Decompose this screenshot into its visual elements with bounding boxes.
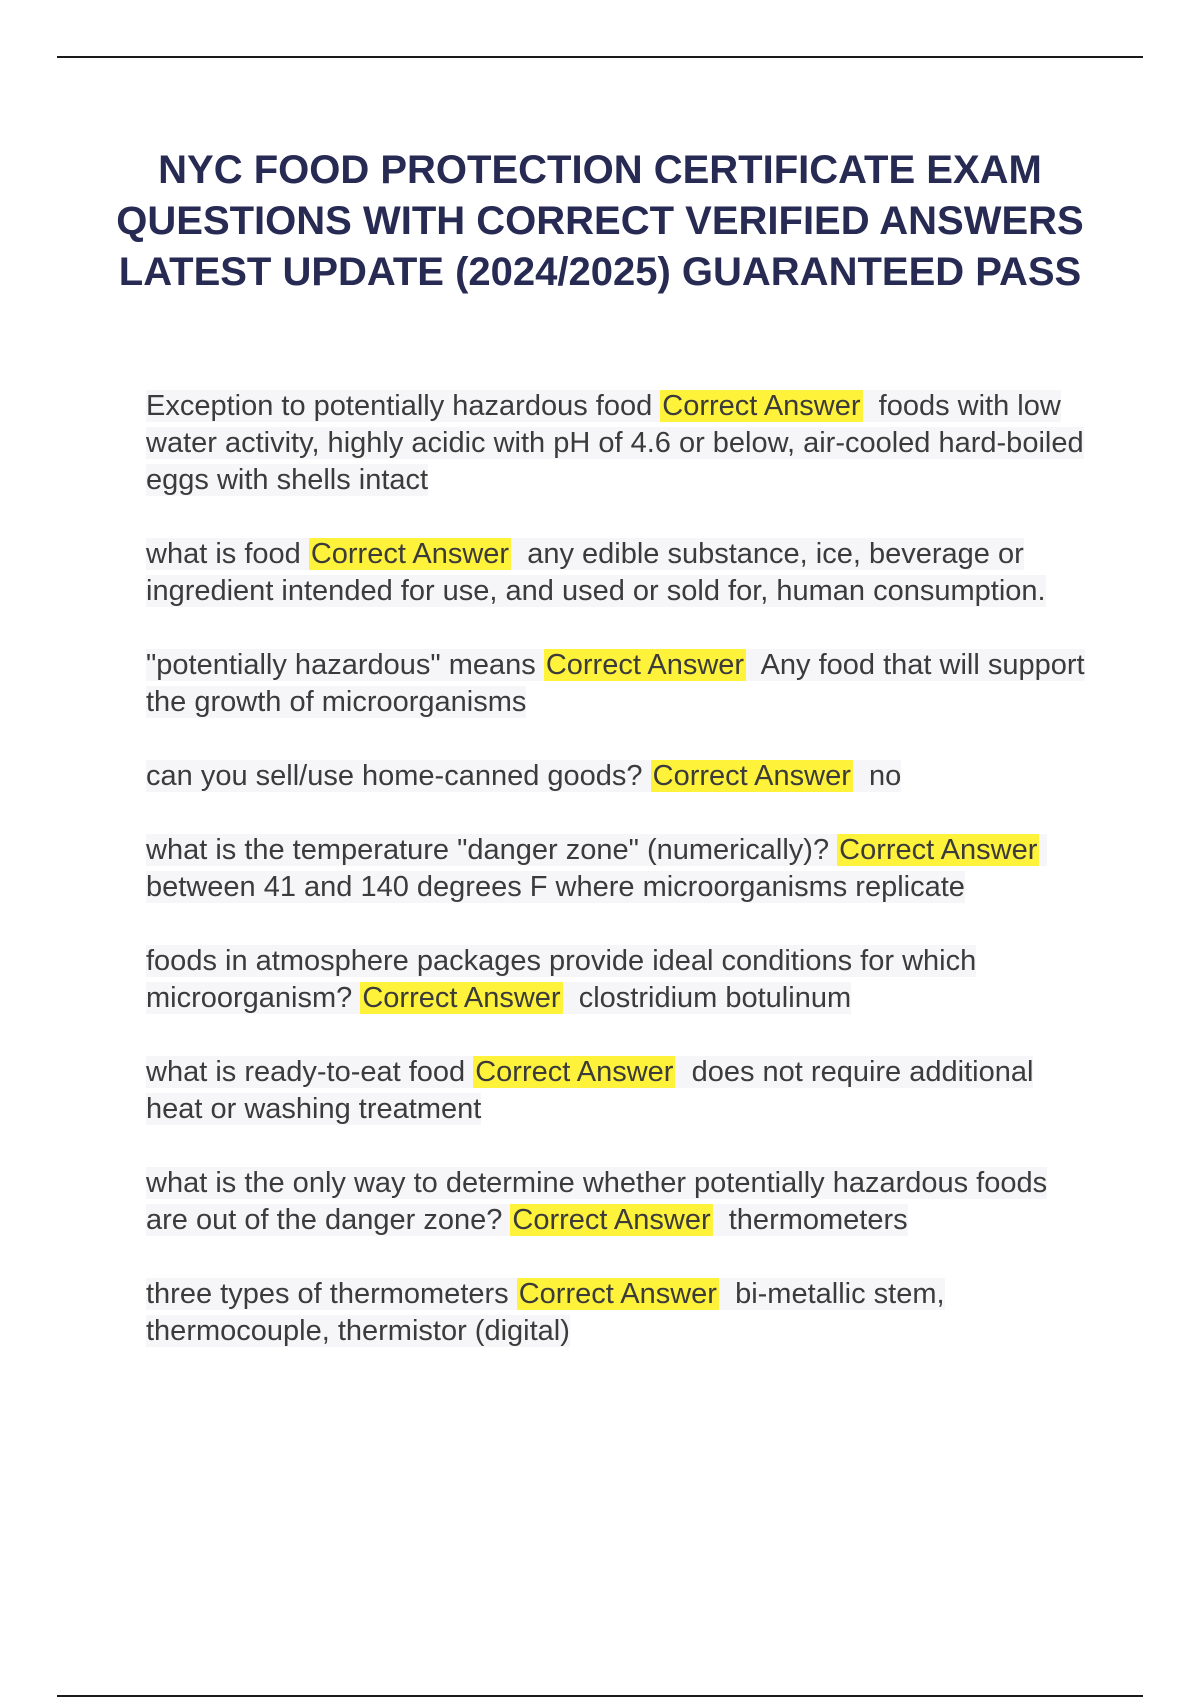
answer-text: clostridium botulinum	[578, 982, 852, 1014]
qa-text	[146, 538, 1046, 607]
question-text: what is ready-to-eat food	[146, 1056, 466, 1088]
correct-answer-marker: Correct Answer	[652, 760, 851, 792]
bottom-divider	[57, 1695, 1143, 1697]
qa-text	[146, 649, 1085, 718]
answer-text: no	[868, 760, 902, 792]
question-text: Exception to potentially hazardous food	[146, 390, 653, 422]
answer-text: thermometers	[728, 1204, 908, 1236]
correct-answer-marker: Correct Answer	[310, 538, 510, 570]
qa-text	[146, 760, 901, 792]
answer-text: does not require additional heat or washing treatment	[146, 1056, 1034, 1125]
answer-text: foods with low water activity, highly acidic with pH of 4.6 or below, air-cooled hard-boiled eggs with shells intact	[146, 390, 1084, 496]
qa-item	[146, 1276, 1090, 1350]
question-text: what is food	[146, 538, 301, 570]
correct-answer-marker: Correct Answer	[475, 1056, 674, 1088]
qa-text	[146, 1056, 1033, 1125]
question-text: what is the temperature "danger zone" (numerically)?	[146, 834, 830, 866]
correct-answer-marker: Correct Answer	[512, 1204, 711, 1236]
correct-answer-marker: Correct Answer	[662, 390, 861, 422]
qa-item	[146, 943, 1090, 1017]
answer-text: any edible substance, ice, beverage or ingredient intended for use, and used or sold for, human consumption.	[146, 538, 1046, 607]
qa-item	[146, 536, 1090, 610]
top-divider	[57, 56, 1143, 58]
answer-text: bi-metallic stem, thermocouple, thermistor (digital)	[146, 1278, 945, 1347]
qa-text	[146, 390, 1084, 496]
correct-answer-marker: Correct Answer	[362, 982, 561, 1014]
answer-text: between 41 and 140 degrees F where microorganisms replicate	[146, 871, 965, 903]
question-text: foods in atmosphere packages provide ideal conditions for which microorganism?	[146, 945, 977, 1014]
qa-text	[146, 1167, 1047, 1236]
question-text: "potentially hazardous" means	[146, 649, 536, 681]
qa-item	[146, 647, 1090, 721]
answer-text: Any food that will support the growth of microorganisms	[146, 649, 1085, 718]
question-text: what is the only way to determine whether potentially hazardous foods are out of the danger zone?	[146, 1167, 1048, 1236]
qa-text	[146, 945, 976, 1014]
qa-item	[146, 388, 1090, 499]
qa-list	[146, 388, 1090, 1387]
correct-answer-marker: Correct Answer	[545, 649, 745, 681]
question-text: can you sell/use home-canned goods?	[146, 760, 643, 792]
question-text: three types of thermometers	[146, 1278, 509, 1310]
qa-item	[146, 1165, 1090, 1239]
qa-text	[146, 1278, 945, 1347]
document-title: NYC FOOD PROTECTION CERTIFICATE EXAM QUESTIONS WITH CORRECT VERIFIED ANSWERS LATEST UPDATE (2024/2025) GUARANTEED PASS	[116, 148, 1084, 294]
qa-item	[146, 758, 1090, 795]
qa-item	[146, 832, 1090, 906]
correct-answer-marker: Correct Answer	[839, 834, 1038, 866]
correct-answer-marker: Correct Answer	[518, 1278, 717, 1310]
qa-text	[146, 834, 1047, 903]
qa-item	[146, 1054, 1090, 1128]
